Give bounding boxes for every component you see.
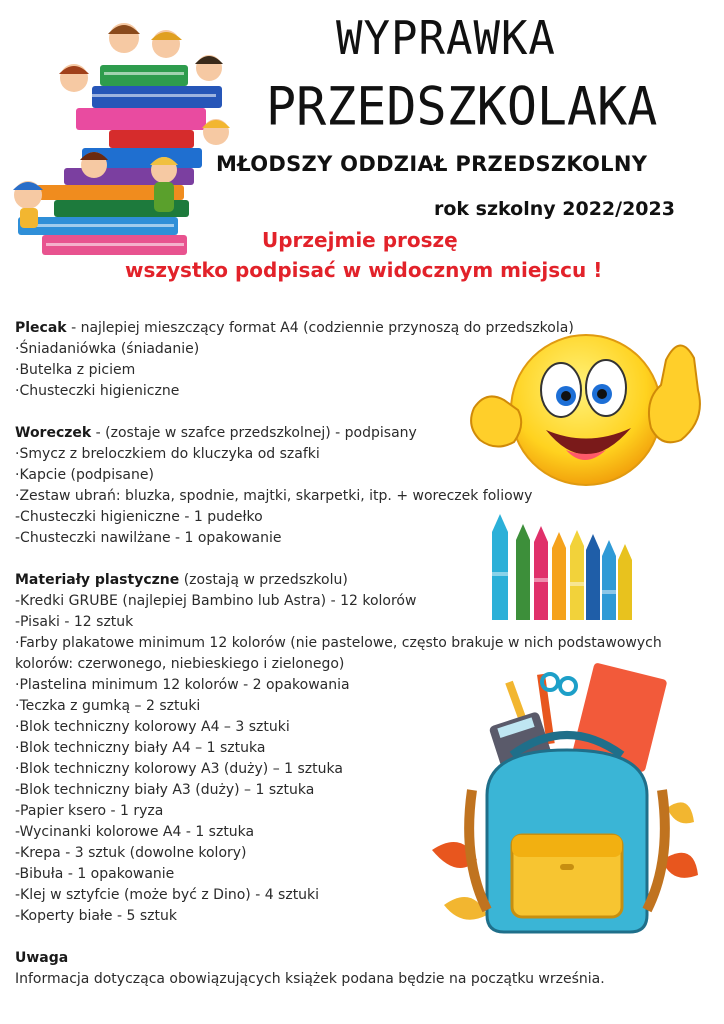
list-item: -Pisaki - 12 sztuk [15,614,134,630]
supplies-list [15,318,715,990]
kids-on-books-illustration [4,10,244,260]
list-item: ·Zestaw ubrań: bluzka, spodnie, majtki, skarpetki, itp. + woreczek foliowy [15,488,533,504]
uwaga-text: Informacja dotycząca obowiązujących książek podana będzie na początku września. [15,971,605,987]
list-item: -Klej w sztyfcie (może być z Dino) - 4 sztuki [15,887,320,903]
list-item: kolorów: czerwonego, niebieskiego i zielonego) [15,656,345,672]
list-item: -Krepa - 3 sztuk (dowolne kolory) [15,845,247,861]
section-woreczek [15,423,715,444]
subtitle: MŁODSZY ODDZIAŁ PRZEDSZKOLNY [216,152,648,176]
list-item: ·Plastelina minimum 12 kolorów - 2 opakowania [15,677,350,693]
section-plecak [15,318,715,339]
list-item: ·Smycz z breloczkiem do kluczyka od szafki [15,446,320,462]
list-item: -Bibuła - 1 opakowanie [15,866,175,882]
section-description: (zostają w przedszkolu) [179,572,348,588]
section-heading: Woreczek [15,425,92,441]
section-heading: Uwaga [15,950,69,966]
list-item: ·Śniadaniówka (śniadanie) [15,341,200,357]
section-heading: Plecak [15,320,67,336]
school-year: rok szkolny 2022/2023 [434,198,675,220]
title-line-2: PRZEDSZKOLAKA [266,76,658,137]
list-item: ·Kapcie (podpisane) [15,467,154,483]
list-item: ·Butelka z piciem [15,362,136,378]
note-line-1: Uprzejmie proszę [262,228,458,252]
list-item: -Chusteczki nawilżane - 1 opakowanie [15,530,282,546]
list-item: -Papier ksero - 1 ryza [15,803,164,819]
section-materialy [15,570,715,591]
list-item: ·Farby plakatowe minimum 12 kolorów (nie pastelowe, często brakuje w nich podstawowych [15,635,662,651]
list-item: ·Blok techniczny biały A4 – 1 sztuka [15,740,266,756]
note-line-2: wszystko podpisać w widocznym miejscu ! [125,258,603,282]
list-item: ·Blok techniczny kolorowy A4 – 3 sztuki [15,719,290,735]
list-item: -Chusteczki higieniczne - 1 pudełko [15,509,263,525]
list-item: ·Teczka z gumką – 2 sztuki [15,698,201,714]
list-item: -Koperty białe - 5 sztuk [15,908,177,924]
list-item: -Kredki GRUBE (najlepiej Bambino lub Astra) - 12 kolorów [15,593,417,609]
section-heading: Materiały plastyczne [15,572,180,588]
section-description: - (zostaje w szafce przedszkolnej) - podpisany [91,425,417,441]
list-item: ·Chusteczki higieniczne [15,383,180,399]
list-item: ·Blok techniczny kolorowy A3 (duży) – 1 sztuka [15,761,343,777]
title-line-1: WYPRAWKA [336,12,556,66]
section-uwaga [15,948,715,969]
list-item: -Wycinanki kolorowe A4 - 1 sztuka [15,824,255,840]
section-description: - najlepiej mieszczący format A4 (codziennie przynoszą do przedszkola) [66,320,574,336]
list-item: -Blok techniczny biały A3 (duży) – 1 sztuka [15,782,315,798]
